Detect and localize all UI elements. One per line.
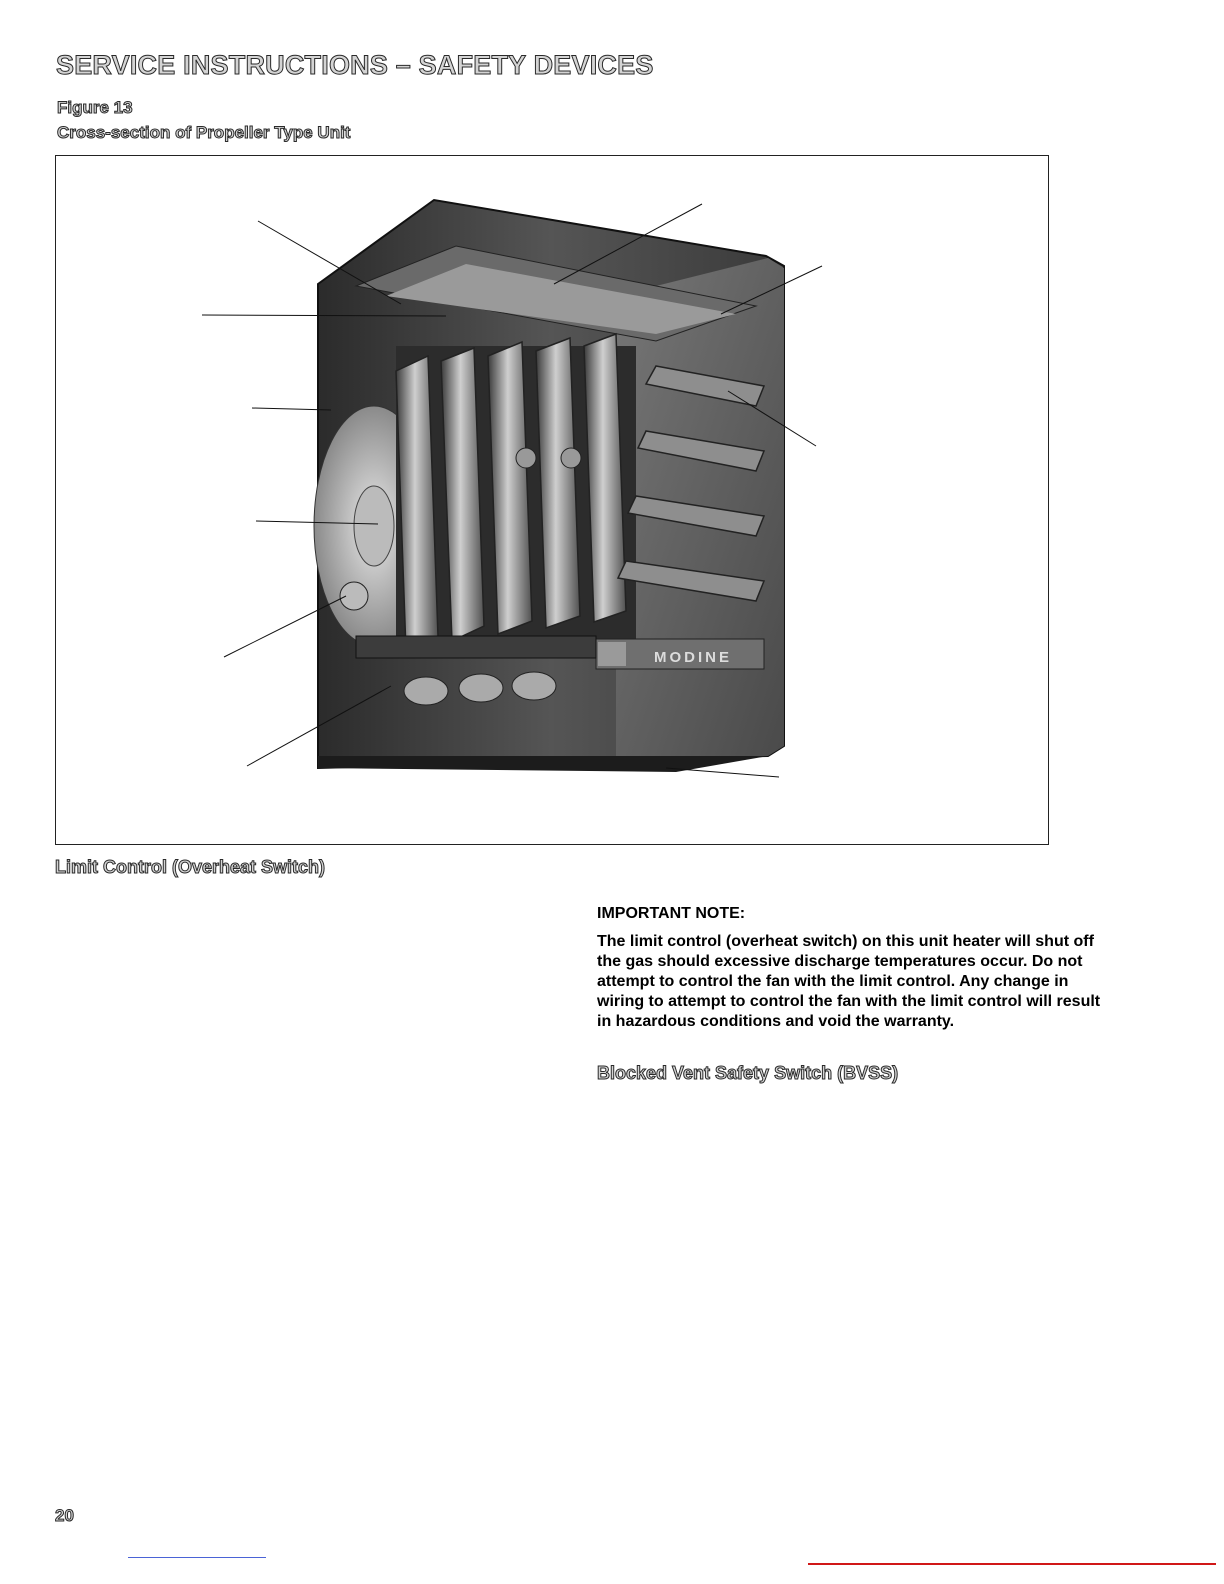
figure-label: Figure 13 <box>57 98 133 117</box>
figure-caption: Cross-section of Propeller Type Unit <box>57 123 351 142</box>
footer-accent-rule <box>808 1563 1216 1565</box>
important-note-heading: IMPORTANT NOTE: <box>597 905 746 922</box>
page-number: 20 <box>55 1506 74 1525</box>
page-heading: SERVICE INSTRUCTIONS – SAFETY DEVICES <box>56 50 654 80</box>
important-note-body: The limit control (overheat switch) on this unit heater will shut off the gas should excessive discharge temperatures occur. Do not attempt to control the fan with the limit control. Any change in wiring to attempt to control the fan with the limit control will result in hazardous conditions and void the warranty. <box>597 933 1101 1030</box>
unit-heater-cross-section-illustration <box>56 156 1048 844</box>
limit-control-heading: Limit Control (Overheat Switch) <box>55 857 326 877</box>
footer-link-rule <box>128 1557 266 1558</box>
modine-brand-plate: MODINE <box>654 649 732 666</box>
bvss-heading: Blocked Vent Safety Switch (BVSS) <box>597 1063 899 1083</box>
figure-frame <box>55 155 1049 845</box>
